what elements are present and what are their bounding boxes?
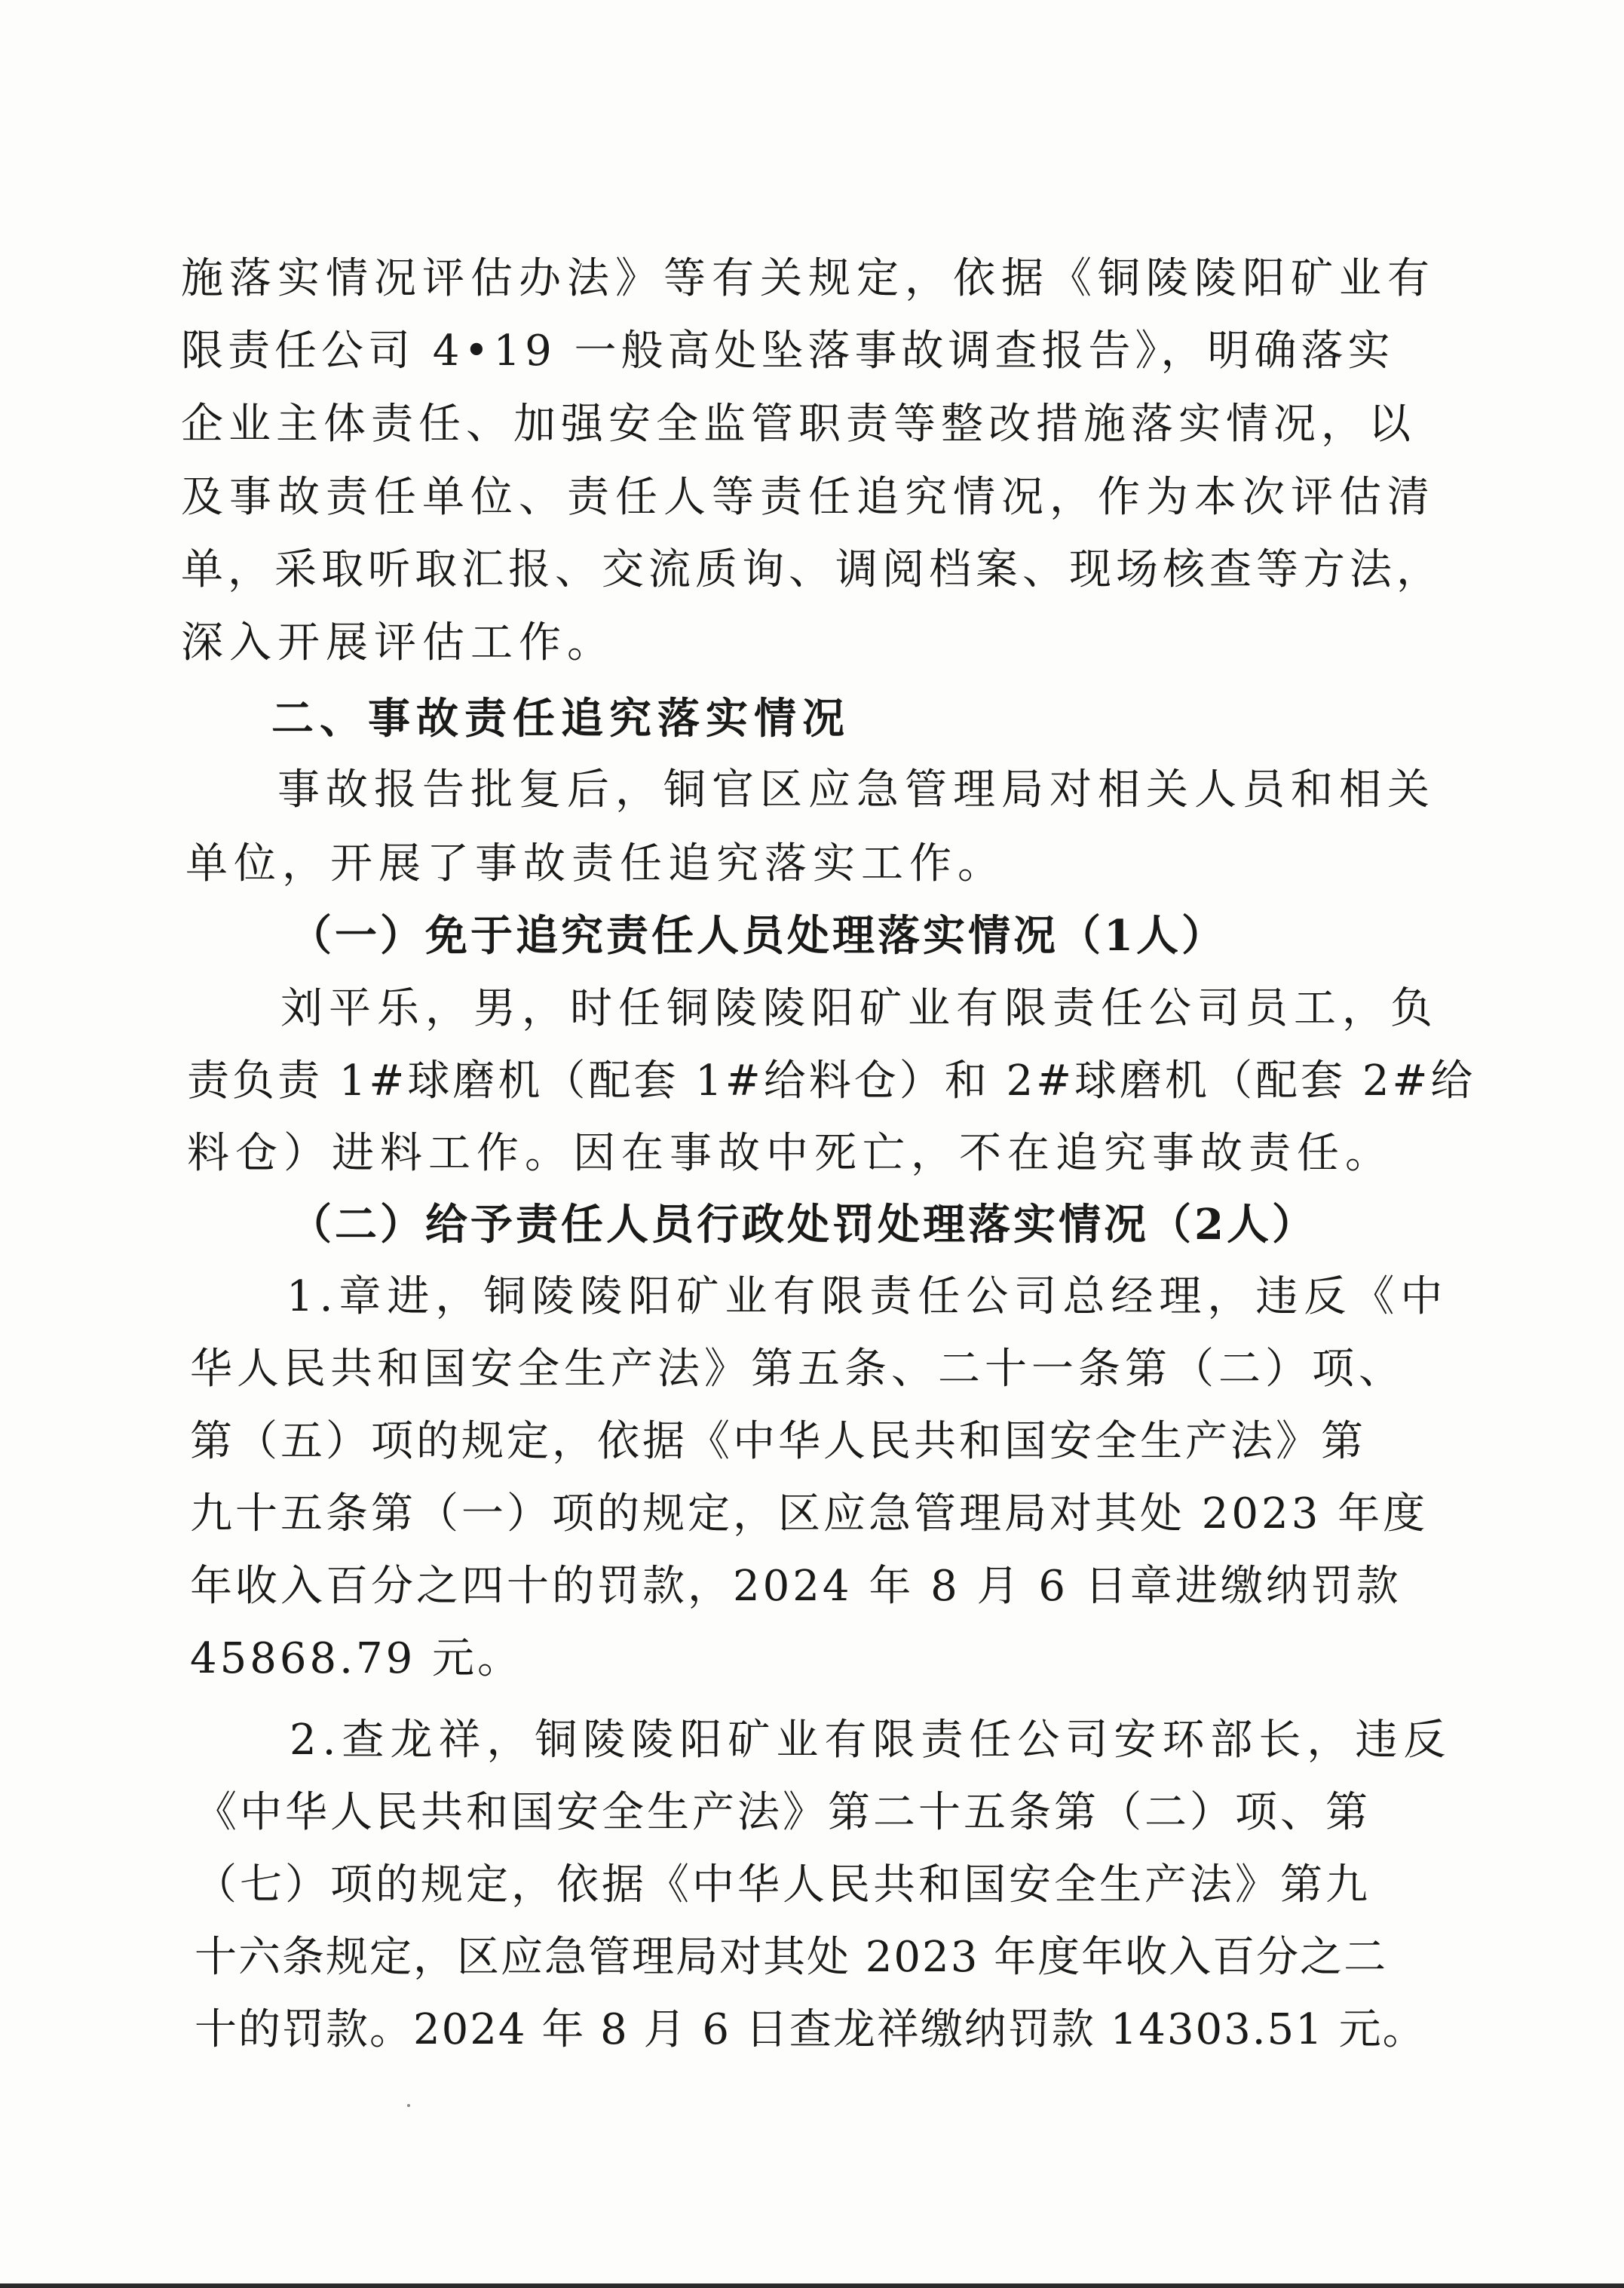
subsection-heading: （一）免于追究责任人员处理落实情况（1人） [290, 911, 1227, 961]
text-line: 事故报告批复后，铜官区应急管理局对相关人员和相关 [277, 765, 1436, 814]
text-line: 限责任公司 4•19 一般高处坠落事故调查报告》，明确落实 [181, 327, 1395, 376]
text-line: 责负责 1#球磨机（配套 1#给料仓）和 2#球磨机（配套 2#给 [187, 1057, 1476, 1106]
text-line: 45868.79 元。 [190, 1634, 523, 1683]
text-line: 单，采取听取汇报、交流质询、调阅档案、现场核查等方法， [181, 545, 1443, 594]
text-line: 企业主体责任、加强安全监管职责等整改措施落实情况，以 [181, 400, 1416, 449]
text-line: 《中华人民共和国安全生产法》第二十五条第（二）项、第 [195, 1788, 1371, 1837]
text-line: 施落实情况评估办法》等有关规定，依据《铜陵陵阳矿业有 [181, 254, 1436, 303]
text-line: 第（五）项的规定，依据《中华人民共和国安全生产法》第 [190, 1417, 1366, 1466]
text-line: 年收入百分之四十的罚款，2024 年 8 月 6 日章进缴纳罚款 [190, 1562, 1402, 1611]
section-heading: 二、事故责任追究落实情况 [271, 694, 850, 744]
scan-bottom-edge [0, 2283, 1624, 2288]
text-line: 十六条规定，区应急管理局对其处 2023 年度年收入百分之二 [195, 1933, 1388, 1982]
text-line: 刘平乐，男，时任铜陵陵阳矿业有限责任公司员工，负 [280, 984, 1439, 1033]
text-line: 深入开展评估工作。 [181, 618, 615, 667]
text-line: 及事故责任单位、责任人等责任追究情况，作为本次评估清 [181, 473, 1436, 522]
text-line: 九十五条第（一）项的规定，区应急管理局对其处 2023 年度 [190, 1489, 1429, 1538]
scan-speck [407, 2104, 410, 2107]
text-line: 十的罚款。2024 年 8 月 6 日查龙祥缴纳罚款 14303.51 元。 [195, 2005, 1426, 2054]
text-line: （七）项的规定，依据《中华人民共和国安全生产法》第九 [195, 1860, 1371, 1909]
subsection-heading: （二）给予责任人员行政处罚处理落实情况（2人） [290, 1200, 1317, 1250]
text-line: 单位，开展了事故责任追究落实工作。 [185, 839, 1006, 888]
text-line: 1.章进，铜陵陵阳矿业有限责任公司总经理，违反《中 [286, 1272, 1449, 1321]
text-line: 料仓）进料工作。因在事故中死亡，不在追究事故责任。 [187, 1129, 1393, 1178]
text-line: 2.查龙祥，铜陵陵阳矿业有限责任公司安环部长，违反 [290, 1716, 1452, 1765]
text-line: 华人民共和国安全生产法》第五条、二十一条第（二）项、 [190, 1345, 1405, 1394]
